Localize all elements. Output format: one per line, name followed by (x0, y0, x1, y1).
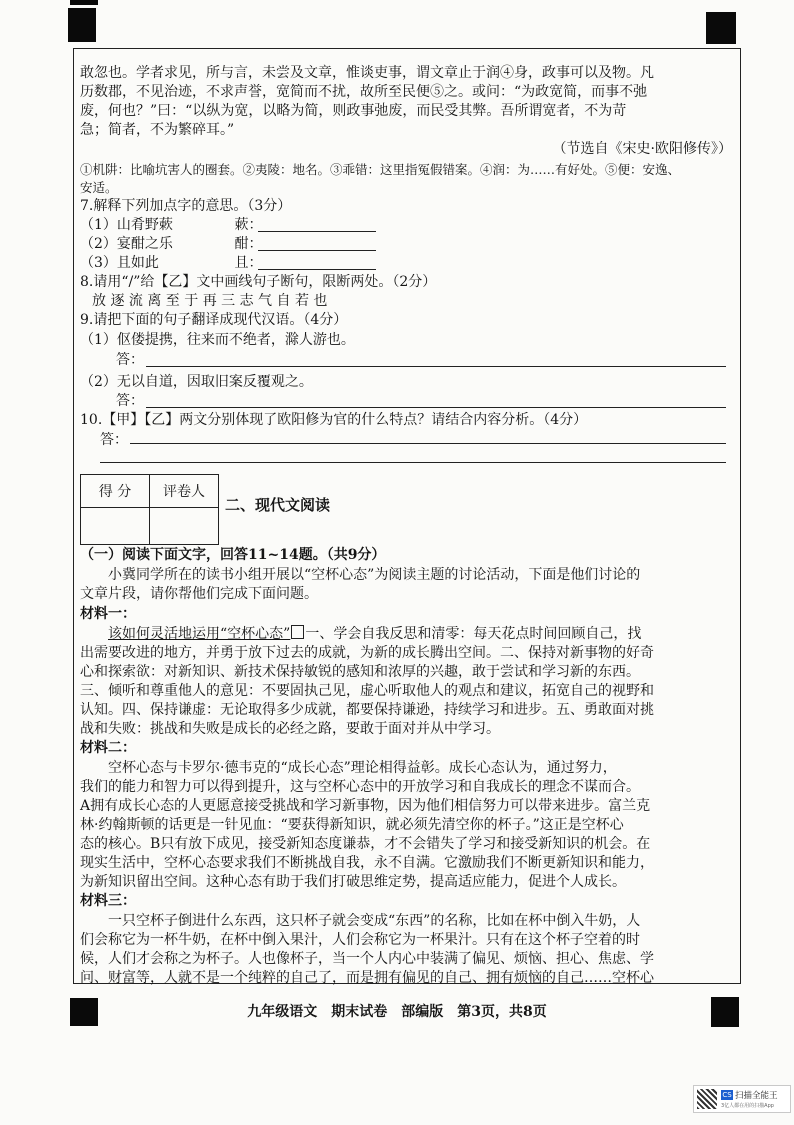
q7-answer-blank-3[interactable] (258, 269, 376, 270)
watermark-subtitle: 3亿人都在用的扫描App (721, 1103, 774, 1109)
q9-title: 9.请把下面的句子翻译成现代汉语。（4分） (80, 312, 348, 328)
q9-answer-line-2[interactable] (146, 407, 726, 408)
material-3-label: 材料三： (80, 893, 136, 909)
passage-line: 敢忽也。学者求见，所与言，未尝及文章，惟谈吏事，谓文章止于润④身，政事可以及物。凡 (80, 65, 654, 81)
q7-char: 蔌： (234, 217, 263, 233)
q7-phrase: （1）山肴野蔌 (80, 217, 173, 233)
section-title: 二、现代文阅读 (225, 496, 331, 514)
intro-line: 文章片段，请你帮他们完成下面问题。 (80, 586, 318, 602)
q7-title: 7.解释下列加点字的意思。（3分） (80, 198, 292, 214)
q9-answer-label-1: 答： (116, 352, 144, 368)
q7-char: 酣： (234, 236, 263, 252)
material-text: 一、学会自我反思和清零：每天花点时间回顾自己，找 (305, 626, 642, 642)
page-footer: 九年级语文 期末试卷 部编版 第3页，共8页 (247, 1004, 547, 1020)
passage-line: 废，何也？”曰：“以纵为宽，以略为简，则政事弛废，而民受其弊。吾所谓宽者，不为苛 (80, 103, 627, 119)
q10-answer-line-1[interactable] (130, 443, 726, 444)
material-3-line: 一只空杯子倒进什么东西，这只杯子就会变成“东西”的名称，比如在杯中倒入牛奶，人 (108, 913, 641, 929)
material-2-line: 空杯心态与卡罗尔·德韦克的“成长心态”理论相得益彰。成长心态认为，通过努力， (108, 760, 617, 776)
q10-title: 10.【甲】【乙】两文分别体现了欧阳修为官的什么特点？请结合内容分析。（4分） (80, 412, 588, 428)
material-2-line: A拥有成长心态的人更愿意接受挑战和学习新事物，因为他们相信努力可以带来进步。富兰克 (80, 798, 651, 814)
intro-line: 小冀同学所在的读书小组开展以“空杯心态”为阅读主题的讨论活动，下面是他们讨论的 (108, 567, 641, 583)
material-3-line: 问、财富等，人就不是一个纯粹的自己了，而是拥有偏见的自己、拥有烦恼的自己……空杯心 (80, 970, 654, 986)
material-2-line: 我们的能力和智力可以得到提升，这与空杯心态中的开放学习和自我成长的理念不谋而合。 (80, 779, 640, 795)
footnotes-cont: 安适。 (80, 180, 118, 195)
registration-mark-top-left (70, 0, 98, 5)
part-title: （一）阅读下面文字，回答11~14题。（共9分） (80, 547, 386, 563)
material-1-line: 战和失败：挑战和失败是成长的必经之路，要敢于面对并从中学习。 (80, 721, 500, 737)
underlined-sentence: 该如何灵活地运用“空杯心态” (108, 626, 291, 642)
material-1-line: 认知。四、保持谦虚：无论取得多少成就，都要保持谦逊，持续学习和进步。五、勇敢面对挑 (80, 702, 654, 718)
footnotes: ①机阱：比喻坑害人的圈套。②夷陵：地名。③乖错：这里指冤假错案。④润：为……有好处。⑤便：安逸、 (80, 162, 681, 177)
grader-header: 评卷人 (150, 475, 219, 508)
material-2-line: 现实生活中，空杯心态要求我们不断挑战自我，永不自满。它激励我们不断更新知识和能力， (80, 855, 654, 871)
scanner-watermark (693, 1085, 791, 1113)
q7-item-1 (80, 216, 732, 235)
q10-answer-line-2[interactable] (100, 462, 726, 463)
q9-answer-line-1[interactable] (146, 366, 726, 367)
q7-item-2 (80, 235, 732, 254)
camscanner-logo-icon: CS (722, 1091, 732, 1099)
q9-answer-label-2: 答： (116, 393, 144, 409)
registration-mark-top-left-block (68, 8, 96, 42)
score-header: 得 分 (81, 475, 150, 508)
material-1-line: 心和探索欲：对新知识、新技术保持敏锐的感知和浓厚的兴趣，敢于尝试和学习新的东西。 (80, 664, 640, 680)
grader-cell[interactable] (150, 508, 219, 545)
passage-line: 历数郡，不见治迹，不求声誉，宽简而不扰，故所至民便⑤之。或问：“为政宽简，而事不弛 (80, 84, 648, 100)
material-1-line: 三、倾听和尊重他人的意见：不要固执己见，虚心听取他人的观点和建议，拓宽自己的视野和 (80, 683, 654, 699)
material-2-line: 林·约翰斯顿的话更是一针见血：“要获得新知识，就必须先清空你的杯子。”这正是空杯心 (80, 817, 624, 833)
material-1-first-line (108, 625, 760, 644)
passage-line: 急；简者，不为繁碎耳。” (80, 122, 235, 138)
q7-phrase: （3）且如此 (80, 255, 159, 271)
qr-code-icon (697, 1089, 717, 1109)
q7-char: 且： (234, 255, 263, 271)
q9-sentence-2: （2）无以自道，因取旧案反覆观之。 (80, 374, 313, 390)
material-3-line: 候，人们才会称之为杯子。人也像杯子，当一个人内心中装满了偏见、烦恼、担心、焦虑、学 (80, 951, 654, 967)
q7-answer-blank-2[interactable] (258, 250, 376, 251)
score-table (80, 474, 219, 545)
q8-title: 8.请用“/”给【乙】文中画线句子断句，限断两处。（2分） (80, 274, 437, 290)
score-cell[interactable] (81, 508, 150, 545)
passage-source: （节选自《宋史·欧阳修传》） (552, 141, 732, 157)
material-2-line: 为新知识留出空间。这种心态有助于我们打破思维定势，提高适应能力，促进个人成长。 (80, 874, 626, 890)
material-2-line: 态的核心。B只有放下成见，接受新知态度谦恭，才不会错失了学习和接受新知识的机会。在 (80, 836, 651, 852)
material-1-line: 出需要改进的地方，并勇于放下过去的成就，为新的成长腾出空间。二、保持对新事物的好奇 (80, 645, 654, 661)
q7-item-3 (80, 254, 732, 273)
q10-answer-label: 答： (100, 432, 128, 448)
material-1-label: 材料一： (80, 606, 136, 622)
q7-answer-blank-1[interactable] (258, 231, 376, 232)
q9-sentence-1: （1）伛偻提携，往来而不绝者，滁人游也。 (80, 332, 355, 348)
q8-sentence: 放 逐 流 离 至 于 再 三 志 气 自 若 也 (92, 293, 328, 309)
registration-mark-top-right (706, 12, 736, 44)
blank-box[interactable] (291, 625, 304, 639)
material-2-label: 材料二： (80, 740, 136, 756)
q7-phrase: （2）宴酣之乐 (80, 236, 173, 252)
material-3-line: 们会称它为一杯牛奶，在杯中倒入果汁，人们会称它为一杯果汁。只有在这个杯子空着的时 (80, 932, 640, 948)
watermark-title: 扫描全能王 (735, 1091, 778, 1101)
